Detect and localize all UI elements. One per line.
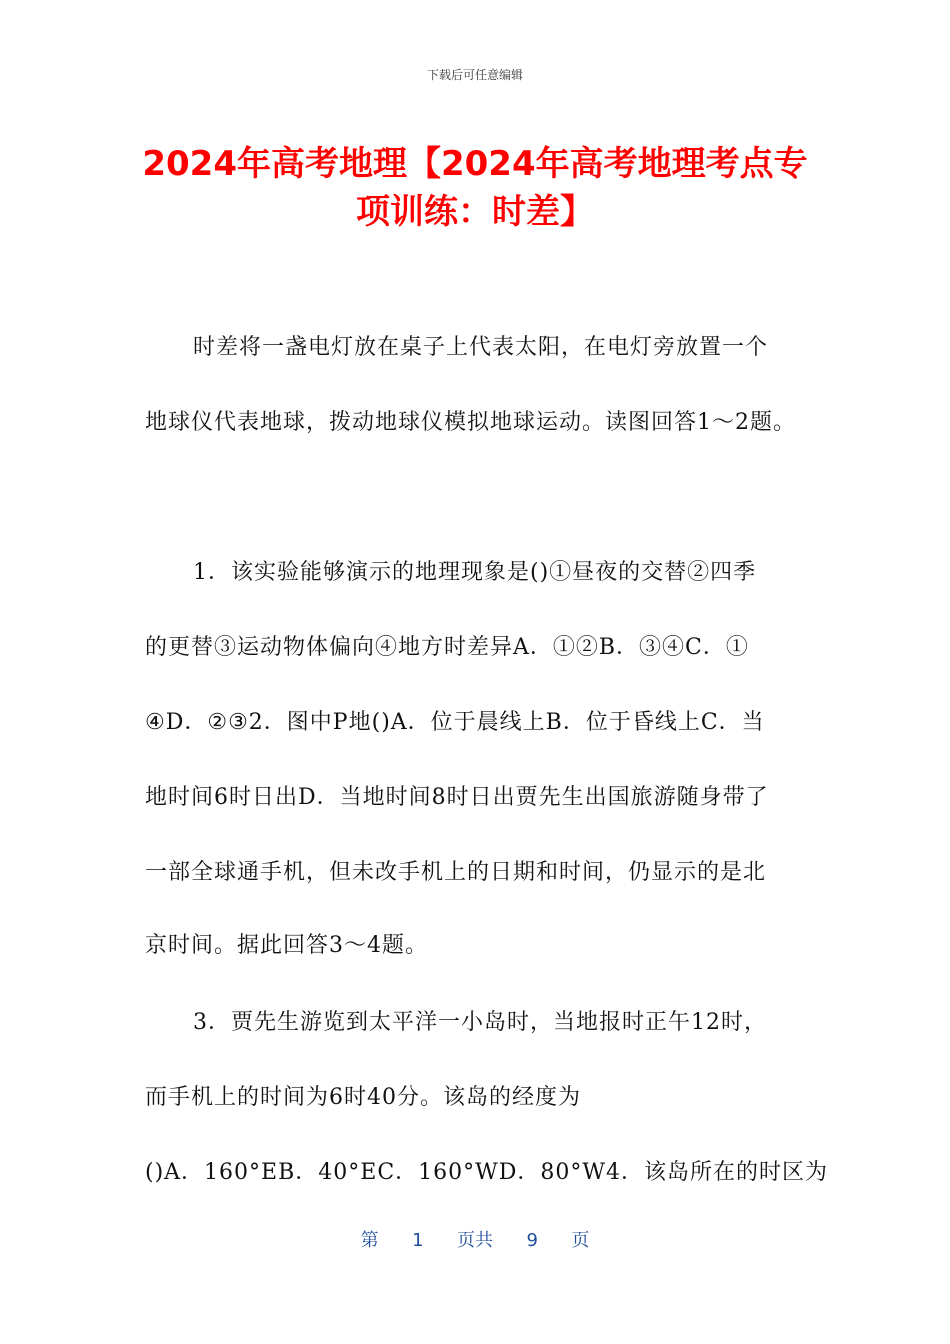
footer-middle: 页共 [457, 1230, 493, 1251]
paragraph-line-11: ()A．160°EB．40°EC．160°WD．80°W4．该岛所在的时区为 [145, 1160, 829, 1185]
footer-page-number: 1 [412, 1230, 424, 1251]
footer-suffix: 页 [571, 1230, 590, 1251]
paragraph-line-3: 1．该实验能够演示的地理现象是()①昼夜的交替②四季 [193, 560, 757, 585]
paragraph-line-9: 3．贾先生游览到太平洋一小岛时，当地报时正午12时， [193, 1010, 767, 1035]
paragraph-line-7: 一部全球通手机，但未改手机上的日期和时间，仍显示的是北 [145, 860, 767, 885]
page-footer [0, 1226, 950, 1252]
paragraph-line-2: 地球仪代表地球，拨动地球仪模拟地球运动。读图回答1～2题。 [145, 410, 796, 435]
footer-prefix: 第 [360, 1230, 379, 1251]
paragraph-line-6: 地时间6时日出D．当地时间8时日出贾先生出国旅游随身带了 [145, 785, 769, 810]
paragraph-line-4: 的更替③运动物体偏向④地方时差异A．①②B．③④C．① [145, 635, 749, 660]
paragraph-line-1: 时差将一盏电灯放在桌子上代表太阳，在电灯旁放置一个 [193, 335, 769, 360]
paragraph-line-8: 京时间。据此回答3～4题。 [145, 933, 428, 958]
paragraph-line-10: 而手机上的时间为6时40分。该岛的经度为 [145, 1085, 581, 1110]
title-line-2: 项训练：时差】 [356, 192, 594, 232]
paragraph-line-5: ④D．②③2．图中P地()A．位于晨线上B．位于昏线上C．当 [145, 710, 765, 735]
title-line-1: 2024年高考地理【2024年高考地理考点专 [142, 144, 808, 184]
footer-total-pages: 9 [526, 1230, 538, 1251]
document-title [120, 140, 830, 236]
header-note: 下载后可任意编辑 [426, 68, 523, 82]
